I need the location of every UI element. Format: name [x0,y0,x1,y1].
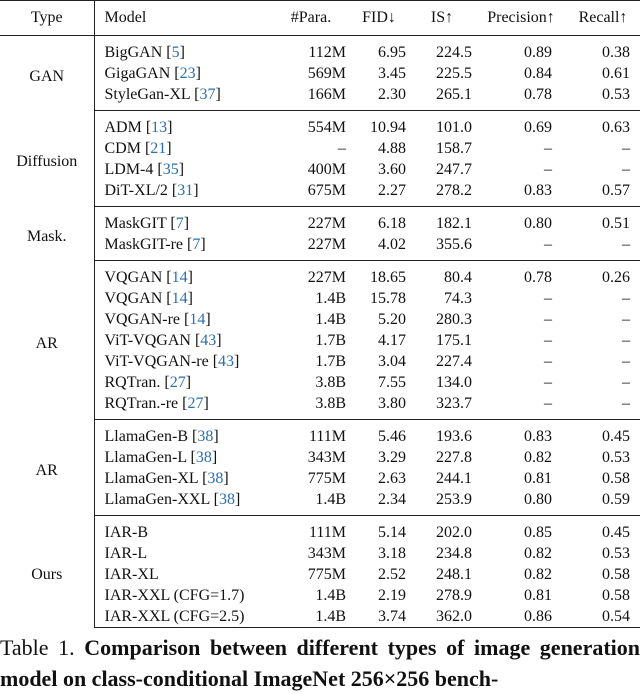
model-cell: BigGAN [5] [104,44,185,61]
table-row [0,543,640,564]
table-row [0,36,640,64]
group-type-label: Mask. [0,207,94,261]
table-row [0,138,640,159]
recall-cell: – [622,311,630,328]
citation-link[interactable]: 14 [171,290,188,307]
citation-link[interactable]: 27 [187,395,204,412]
is-cell: 248.1 [436,566,472,583]
table-row [0,63,640,84]
precision-cell: 0.81 [524,587,552,604]
is-cell: 225.5 [436,65,472,82]
recall-cell: 0.63 [602,119,630,136]
precision-cell: 0.78 [524,269,552,286]
is-cell: 278.9 [436,587,472,604]
is-cell: 265.1 [408,84,476,111]
model-cell: RQTran.-re [27] [94,393,272,420]
table-header-row [0,1,640,36]
group-type-label: AR [0,261,94,420]
fid-cell: 2.34 [350,489,408,516]
table-row [0,516,640,544]
model-cell: LDM-4 [35] [104,161,185,178]
citation-link[interactable]: 27 [169,374,186,391]
recall-cell: 0.54 [566,606,640,628]
table-body [0,36,640,628]
is-cell: 227.8 [436,449,472,466]
recall-cell: – [566,393,640,420]
is-cell: 193.6 [436,428,472,445]
fid-cell: 4.17 [378,332,406,349]
model-name: VQGAN [104,269,163,286]
model-name: LlamaGen-XL [104,470,199,487]
params-cell: 166M [272,84,350,111]
is-cell: 202.0 [436,524,472,541]
citation-link[interactable]: 7 [192,236,201,253]
citation-link[interactable]: 38 [207,470,224,487]
params-cell: 1.4B [315,311,346,328]
model-name: GigaGAN [104,65,171,82]
params-cell: – [338,140,346,157]
recall-cell: – [622,332,630,349]
citation-link[interactable]: 21 [150,140,167,157]
precision-cell: 0.81 [524,470,552,487]
params-cell: 1.7B [315,332,346,349]
model-cell [94,564,272,585]
params-cell: 111M [308,524,346,541]
params-cell: 775M [307,566,346,583]
model-cell [94,516,272,544]
model-cell: MaskGIT [7] [104,215,190,232]
is-cell: 247.7 [436,161,472,178]
model-cell: MaskGIT-re [7] [94,234,272,261]
fid-cell: 3.45 [378,65,406,82]
header-type: Type [0,1,94,36]
model-cell: DiT-XL/2 [31] [94,180,272,207]
model-name: CDM [104,140,141,157]
model-name: ViT-VQGAN [104,332,191,349]
model-name: IAR-XL [104,566,159,583]
header-fid: FID↓ [350,1,408,36]
model-cell: ADM [13] [104,119,173,136]
fid-cell: 3.60 [378,161,406,178]
recall-cell: – [622,353,630,370]
recall-cell: – [622,374,630,391]
model-cell: ViT-VQGAN [43] [104,332,222,349]
header-model: Model [94,1,272,36]
model-cell: LlamaGen-B [38] [104,428,219,445]
header-precision: Precision↑ [476,1,566,36]
is-cell: 280.3 [436,311,472,328]
recall-cell: – [566,234,640,261]
group-type-label: Ours [0,516,94,628]
model-cell [94,543,272,564]
citation-link[interactable]: 13 [151,119,168,136]
recall-cell: 0.53 [566,84,640,111]
fid-cell: 3.74 [350,606,408,628]
recall-cell: 0.58 [602,587,630,604]
table-row [0,330,640,351]
precision-cell: 0.83 [476,180,566,207]
is-cell: 323.7 [408,393,476,420]
table-row [0,585,640,606]
table-row [0,420,640,448]
model-name: DiT-XL/2 [104,182,168,199]
table-row [0,288,640,309]
precision-cell: 0.84 [524,65,552,82]
params-cell: 1.7B [315,353,346,370]
is-cell: 158.7 [436,140,472,157]
header-recall: Recall↑ [566,1,640,36]
precision-cell: 0.80 [524,215,552,232]
recall-cell: – [622,161,630,178]
fid-cell: 5.20 [378,311,406,328]
citation-link[interactable]: 37 [199,86,216,103]
recall-cell: 0.45 [602,524,630,541]
fid-cell: 4.02 [350,234,408,261]
group-type-label: Diffusion [0,111,94,207]
fid-cell: 5.14 [378,524,406,541]
citation-link[interactable]: 38 [218,491,235,508]
table-row [0,309,640,330]
fid-cell: 2.19 [378,587,406,604]
precision-cell: – [544,332,552,349]
model-cell: LlamaGen-XL [38] [104,470,229,487]
table-row [0,180,640,207]
model-name: LDM-4 [104,161,154,178]
table-row [0,489,640,516]
is-cell: 175.1 [436,332,472,349]
model-cell: VQGAN [14] [104,269,193,286]
citation-link[interactable]: 14 [189,311,206,328]
is-cell: 134.0 [436,374,472,391]
citation-link[interactable]: 31 [177,182,194,199]
precision-cell: – [544,290,552,307]
fid-cell: 18.65 [370,269,406,286]
model-cell: GigaGAN [23] [104,65,201,82]
fid-cell: 6.18 [378,215,406,232]
precision-cell: 0.86 [476,606,566,628]
header-is: IS↑ [408,1,476,36]
fid-cell: 2.63 [378,470,406,487]
params-cell: 3.8B [315,374,346,391]
params-cell: 3.8B [272,393,350,420]
is-cell: 182.1 [436,215,472,232]
table-row [0,261,640,289]
params-cell: 675M [272,180,350,207]
table-row [0,564,640,585]
model-cell: LlamaGen-L [38] [104,449,218,466]
citation-link[interactable]: 43 [218,353,235,370]
params-cell: 775M [307,470,346,487]
is-cell: 253.9 [408,489,476,516]
model-cell: LlamaGen-XXL [38] [94,489,272,516]
table-row [0,351,640,372]
table-row [0,468,640,489]
model-name: LlamaGen-XXL [104,491,210,508]
is-cell: 80.4 [444,269,472,286]
model-name: RQTran. [104,374,161,391]
model-name: IAR-L [104,545,148,562]
model-name: RQTran.-re [104,395,179,412]
is-cell: 234.8 [436,545,472,562]
params-cell: 227M [272,234,350,261]
model-name: LlamaGen-L [104,449,187,466]
model-cell: VQGAN-re [14] [104,311,211,328]
params-cell: 111M [308,428,346,445]
fid-cell: 4.88 [378,140,406,157]
params-cell: 343M [307,449,346,466]
table-caption [0,632,640,694]
recall-cell: 0.58 [602,470,630,487]
table-row [0,372,640,393]
citation-link[interactable]: 5 [171,44,180,61]
citation-link[interactable]: 7 [175,215,184,232]
precision-cell: – [544,353,552,370]
recall-cell: 0.58 [602,566,630,583]
model-name: StyleGan-XL [104,86,191,103]
params-cell: 227M [307,269,346,286]
citation-link[interactable]: 43 [200,332,217,349]
model-name: MaskGIT [104,215,167,232]
model-name: IAR-XXL (CFG=1.7) [104,587,245,604]
table-row [0,393,640,420]
precision-cell: 0.78 [476,84,566,111]
recall-cell: 0.61 [602,65,630,82]
is-cell: 227.4 [436,353,472,370]
params-cell: 1.4B [272,606,350,628]
group-type-label: GAN [0,36,94,111]
precision-cell: 0.85 [524,524,552,541]
recall-cell: 0.45 [602,428,630,445]
recall-cell: 0.53 [602,545,630,562]
is-cell: 278.2 [408,180,476,207]
precision-cell: – [544,311,552,328]
model-cell: StyleGan-XL [37] [94,84,272,111]
is-cell: 244.1 [436,470,472,487]
recall-cell: 0.51 [602,215,630,232]
caption-text: Comparison between different types of image generation model on class-conditional ImageNet 256×256 bench- [0,635,640,691]
params-cell: 1.4B [315,587,346,604]
model-name: VQGAN [104,290,163,307]
fid-cell: 2.30 [350,84,408,111]
citation-link[interactable]: 23 [179,65,196,82]
model-name: BigGAN [104,44,163,61]
fid-cell: 6.95 [378,44,406,61]
is-cell: 355.6 [408,234,476,261]
is-cell: 101.0 [436,119,472,136]
model-name: LlamaGen-B [104,428,189,445]
precision-cell: – [476,234,566,261]
fid-cell: 3.29 [378,449,406,466]
table-row [0,234,640,261]
model-name: ViT-VQGAN-re [104,353,209,370]
citation-link[interactable]: 38 [197,428,214,445]
precision-cell: 0.80 [476,489,566,516]
recall-cell: 0.26 [602,269,630,286]
fid-cell: 7.55 [378,374,406,391]
is-cell: 224.5 [436,44,472,61]
model-name: ADM [104,119,142,136]
caption-label: Table 1. [0,635,75,660]
model-cell [94,585,272,606]
model-cell [94,606,272,628]
table-row [0,111,640,139]
model-cell: VQGAN [14] [104,290,193,307]
model-cell: ViT-VQGAN-re [43] [104,353,240,370]
fid-cell: 10.94 [370,119,406,136]
params-cell: 569M [307,65,346,82]
model-cell: RQTran. [27] [104,374,192,391]
citation-link[interactable]: 14 [171,269,188,286]
precision-cell: 0.82 [524,449,552,466]
table-row [0,447,640,468]
params-cell: 554M [307,119,346,136]
table-row [0,84,640,111]
params-cell: 400M [307,161,346,178]
recall-cell: 0.57 [566,180,640,207]
precision-cell: 0.69 [524,119,552,136]
citation-link[interactable]: 35 [162,161,179,178]
is-cell: 74.3 [444,290,472,307]
model-name: VQGAN-re [104,311,181,328]
fid-cell: 2.52 [378,566,406,583]
precision-cell: – [476,393,566,420]
fid-cell: 3.04 [378,353,406,370]
model-name: MaskGIT-re [104,236,183,253]
model-name: IAR-XXL (CFG=2.5) [104,608,245,625]
recall-cell: – [622,290,630,307]
params-cell: 1.4B [315,290,346,307]
precision-cell: 0.82 [524,545,552,562]
table-row [0,159,640,180]
table-row [0,207,640,235]
precision-cell: 0.82 [524,566,552,583]
params-cell: 112M [308,44,346,61]
fid-cell: 3.18 [378,545,406,562]
precision-cell: – [544,374,552,391]
fid-cell: 5.46 [378,428,406,445]
params-cell: 227M [307,215,346,232]
recall-cell: 0.38 [602,44,630,61]
model-name: IAR-B [104,524,149,541]
precision-cell: 0.89 [524,44,552,61]
model-cell: CDM [21] [104,140,172,157]
recall-cell: 0.59 [566,489,640,516]
precision-cell: – [544,161,552,178]
citation-link[interactable]: 38 [195,449,212,466]
header-params: #Para. [272,1,350,36]
precision-cell: – [544,140,552,157]
table-row [0,606,640,628]
fid-cell: 2.27 [350,180,408,207]
recall-cell: – [622,140,630,157]
group-type-label: AR [0,420,94,516]
params-cell: 343M [307,545,346,562]
recall-cell: 0.53 [602,449,630,466]
precision-cell: 0.83 [524,428,552,445]
fid-cell: 15.78 [370,290,406,307]
fid-cell: 3.80 [350,393,408,420]
params-cell: 1.4B [272,489,350,516]
is-cell: 362.0 [408,606,476,628]
